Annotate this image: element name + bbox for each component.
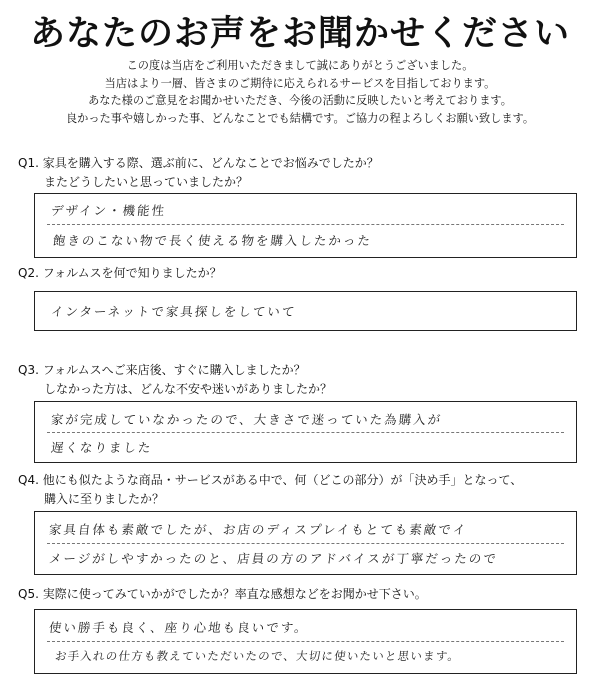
question-4-label: Q4. 他にも似たような商品・サービスがある中で、何（どこの部分）が「決め手」となって、 [18, 473, 523, 487]
answer-box-5[interactable] [34, 609, 577, 674]
question-3-sub: しなかった方は、どんな不安や迷いがありましたか？ [44, 382, 333, 396]
dashed-divider [47, 543, 564, 544]
answer-5-line-2: お手入れの仕方も教えていただいたので、大切に使いたいと思います。 [54, 649, 461, 663]
question-1 [18, 154, 588, 192]
answer-box-3[interactable] [34, 401, 577, 463]
question-4 [18, 471, 588, 509]
question-5-label: Q5. 実際に使ってみていかがでしたか？率直な感想などをお聞かせ下さい。 [18, 587, 427, 601]
question-2 [18, 264, 588, 283]
question-2-label: Q2. フォルムスを何で知りましたか？ [18, 266, 222, 280]
question-3-label: Q3. フォルムスへご来店後、すぐに購入しましたか？ [18, 363, 306, 377]
answer-1-line-1: デザイン・機能性 [50, 203, 167, 218]
answer-4-line-2: メージがしやすかったのと、店員の方のアドバイスが丁寧だったので [48, 551, 499, 566]
intro-text [0, 57, 600, 127]
answer-5-line-1: 使い勝手も良く、座り心地も良いです。 [48, 620, 310, 635]
question-1-sub: またどうしたいと思っていましたか？ [44, 175, 249, 189]
intro-line: 当店はより一層、皆さまのご期待に応えられるサービスを目指しております。 [104, 76, 496, 90]
answer-4-line-1: 家具自体も素敵でしたが、お店のディスプレイもとても素敵でイ [48, 522, 469, 537]
dashed-divider [47, 432, 564, 433]
intro-line: この度は当店をご利用いただきまして誠にありがとうございました。 [126, 59, 474, 72]
intro-line: あなた様のご意見をお聞かせいただき、今後の活動に反映したいと考えております。 [88, 94, 512, 107]
answer-2-line-1: インターネットで家具探しをしていて [50, 304, 298, 319]
question-1-label: Q1. 家具を購入する際、選ぶ前に、どんなことでお悩みでしたか？ [18, 156, 379, 170]
answer-3-line-2: 遅くなりました [50, 440, 154, 455]
intro-line: 良かった事や嬉しかった事、どんなことでも結構です。ご協力の程よろしくお願い致します。 [65, 111, 535, 125]
question-4-sub: 購入に至りましたか？ [44, 492, 165, 506]
question-3 [18, 361, 588, 399]
answer-box-1[interactable] [34, 193, 577, 258]
answer-box-4[interactable] [34, 511, 577, 575]
question-5 [18, 585, 588, 604]
answer-box-2[interactable] [34, 291, 577, 331]
dashed-divider [47, 641, 564, 642]
answer-1-line-2: 飽きのこない物で長く使える物を購入したかった [52, 233, 373, 248]
dashed-divider [47, 224, 564, 225]
answer-3-line-1: 家が完成していなかったので、大きさで迷っていた為購入が [50, 412, 444, 427]
page-title: あなたのお声をお聞かせください [29, 14, 570, 54]
